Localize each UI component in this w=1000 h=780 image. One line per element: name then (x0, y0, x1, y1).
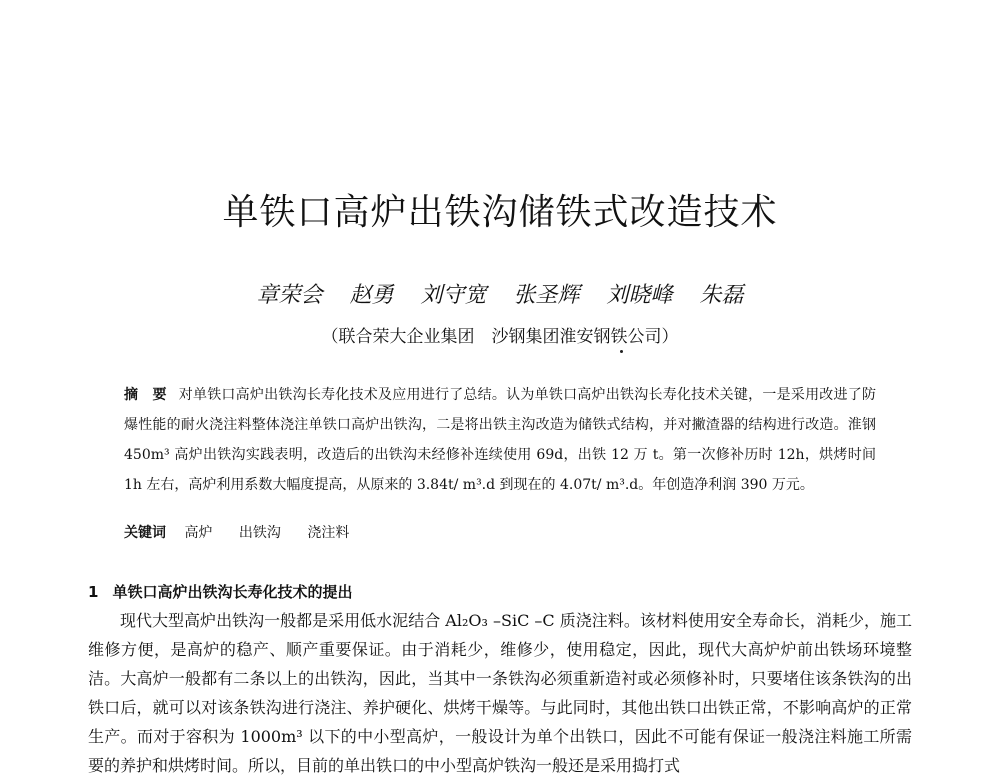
abstract (124, 380, 876, 500)
author-affiliation: （联合荣大企业集团 沙钢集团淮安钢铁公司） (321, 327, 679, 347)
author-name: 章荣会 (256, 283, 323, 308)
body-paragraph: 现代大型高炉出铁沟一般都是采用低水泥结合 Al₂O₃ –SiC –C 质浇注料。该材料使用安全寿命长，消耗少，施工维修方便，是高炉的稳产、顺产重要保证。由于消耗少，维修少，使用稳定，因此，现代大高炉炉前出铁场环境整洁。大高炉一般都有二条以上的出铁沟，因此，当其中一条铁沟必须重新造衬或必须修补时，只要堵住该条铁沟的出铁口后，就可以对该条铁沟进行浇注、养护硬化、烘烤干燥等。与此同时，其他出铁口出铁正常，不影响高炉的正常生产。而对于容积为 1000m³ 以下的中小型高炉，一般设计为单个出铁口，因此不可能有保证一般浇注料施工所需要的养护和烘烤时间。所以，目前的单出铁口的中小型高炉铁沟一般还是采用捣打式 (88, 611, 912, 775)
section-title: 单铁口高炉出铁沟长寿化技术的提出 (112, 583, 353, 601)
abstract-label: 摘 要 (124, 387, 167, 403)
keywords (124, 522, 876, 542)
keyword-item: 高炉 (184, 525, 213, 541)
scan-speck (620, 350, 623, 353)
section-heading (88, 581, 352, 602)
paper-title: 单铁口高炉出铁沟储铁式改造技术 (222, 192, 778, 233)
author-list (0, 278, 1000, 309)
author-name: 张圣辉 (513, 283, 580, 308)
section-number: 1 (88, 583, 99, 601)
author-name: 赵勇 (349, 283, 394, 308)
keywords-label: 关键词 (124, 525, 166, 541)
keyword-item: 出铁沟 (238, 525, 281, 541)
author-name: 刘守宽 (420, 283, 487, 308)
keyword-item: 浇注料 (307, 525, 350, 541)
author-name: 朱磊 (699, 283, 744, 308)
abstract-text: 对单铁口高炉出铁沟长寿化技术及应用进行了总结。认为单铁口高炉出铁沟长寿化技术关键，一是采用改进了防爆性能的耐火浇注料整体浇注单铁口高炉出铁沟，二是将出铁主沟改造为储铁式结构，并对撇渣器的结构进行改造。淮钢 450m³ 高炉出铁沟实践表明，改造后的出铁沟未经修补连续使用 69d，出铁 12 万 t。第一次修补历时 12h，烘烤时间 1h 左右，高炉利用系数大幅度提高，从原来的 3.84t/ m³.d 到现在的 4.07t/ m³.d。年创造净利润 390 万元。 (124, 387, 877, 493)
author-name: 刘晓峰 (606, 283, 673, 308)
